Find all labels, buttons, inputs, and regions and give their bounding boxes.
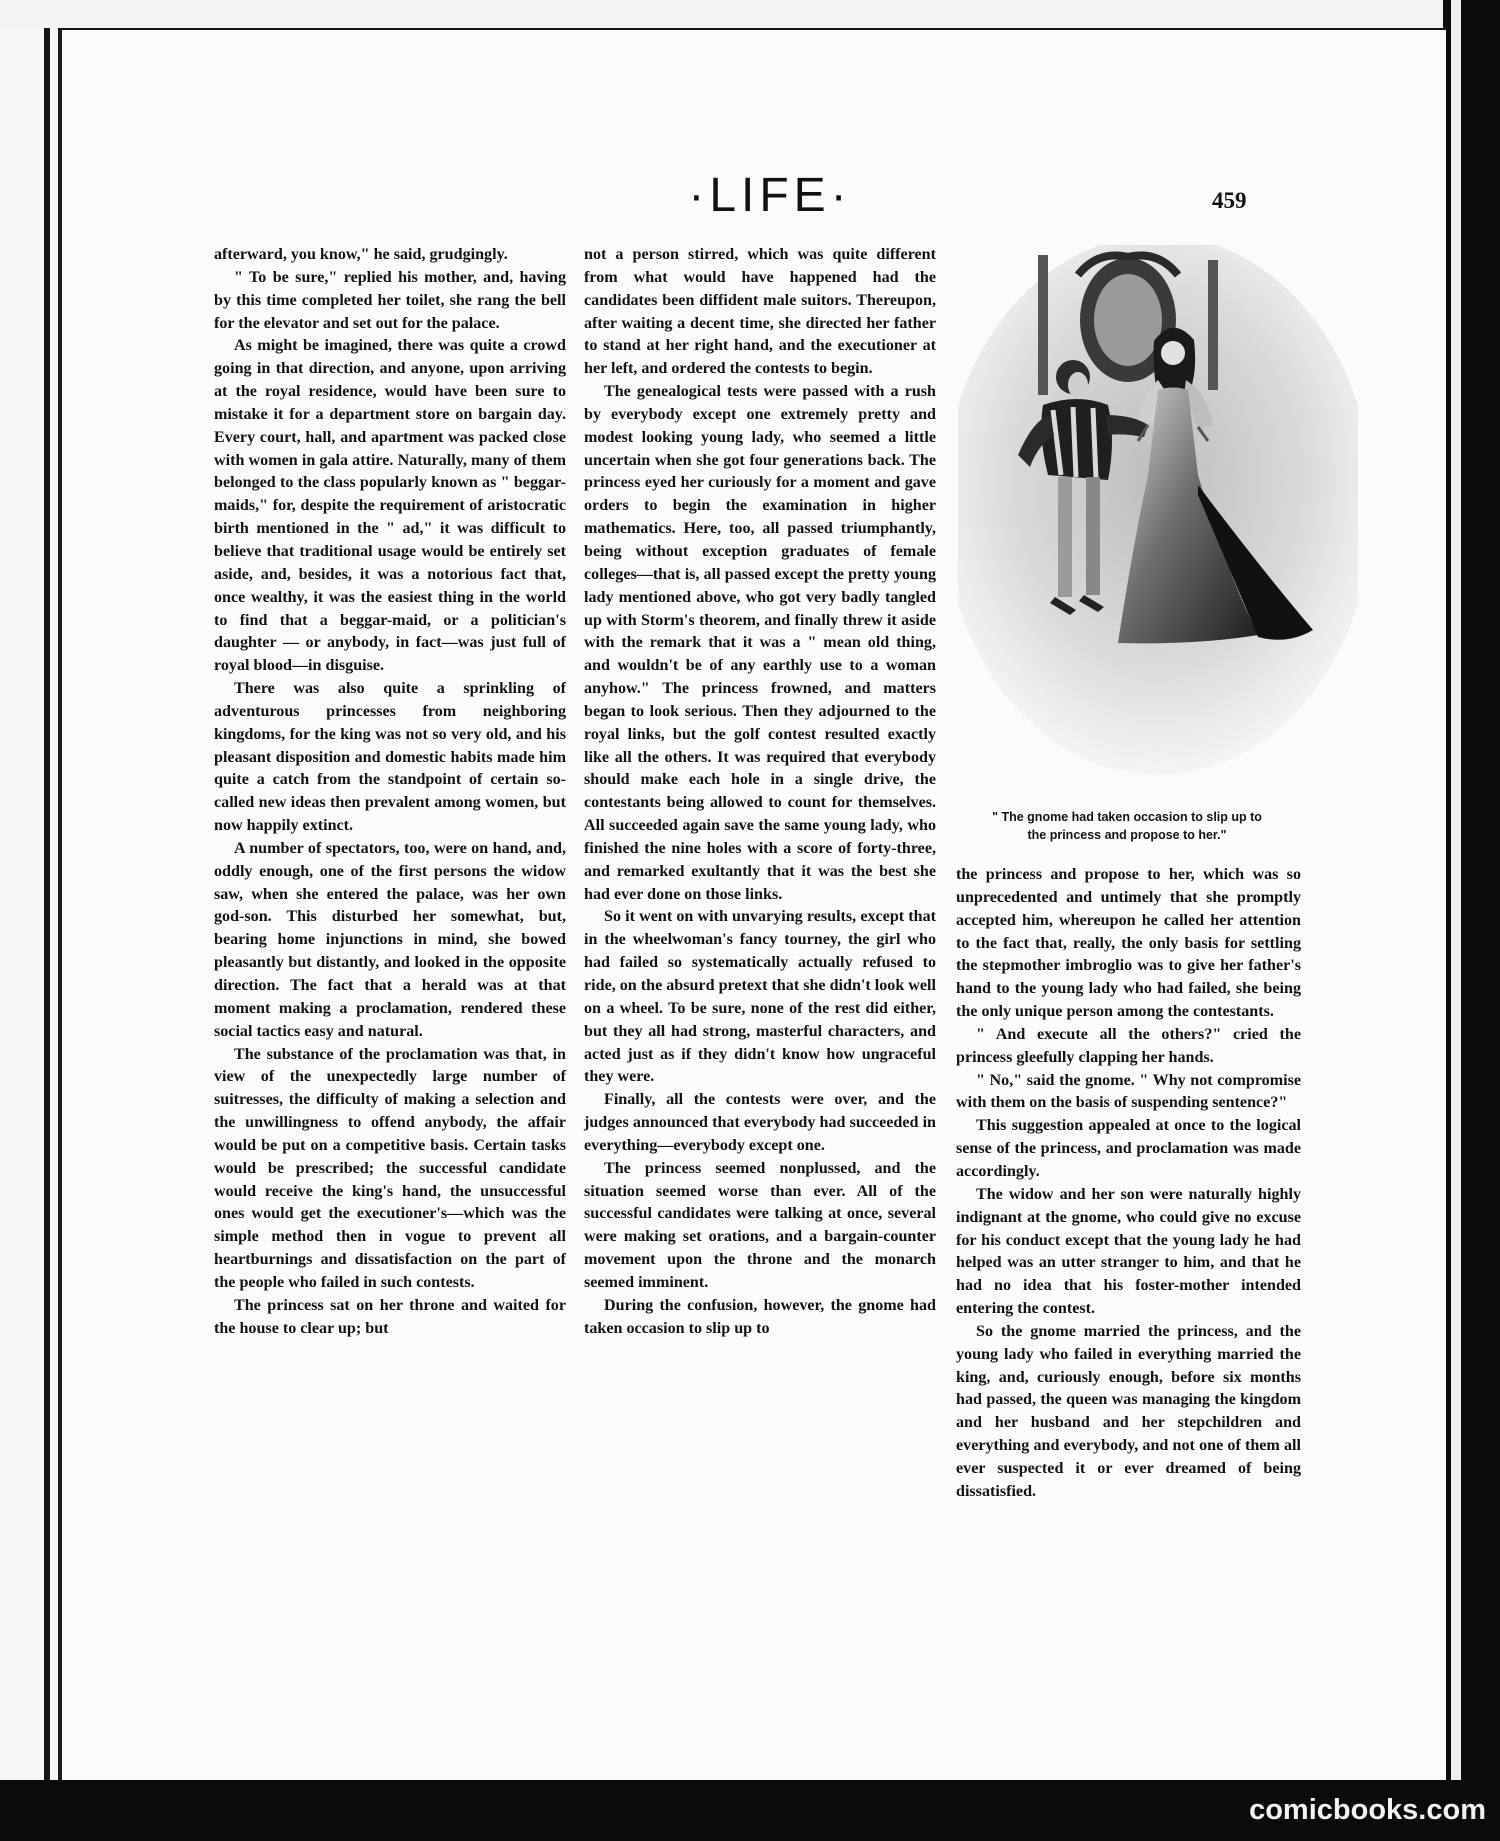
paragraph: the princess and propose to her, which was so unprecedented and untimely that she promptly accepted him, whereupon he called her attention to the fact that, really, the only basis for settling the stepmother imbroglio was to give her father's hand to the young lady who had failed, she being the only unique person among the contestants. (956, 866, 1301, 1021)
illustration-gnome-princess (958, 245, 1358, 775)
text-column-3 (956, 864, 1301, 1504)
site-watermark: comicbooks.com (1249, 1794, 1486, 1826)
illustration-caption (952, 808, 1302, 844)
page-number: 459 (1212, 188, 1247, 213)
paragraph: A number of spectators, too, were on hand, and, oddly enough, one of the first persons the widow saw, when she entered the palace, was her own god-son. This disturbed her somewhat, but, bearing home injunctions in mind, she bowed pleasantly but distantly, and looked in the opposite direction. The fact that a herald was at that moment making a proclamation, rendered these social tactics easy and natural. (214, 839, 566, 1040)
caption-line-1: " The gnome had taken occasion to slip up to (992, 810, 1262, 824)
paragraph: The genealogical tests were passed with a rush by everybody except one extremely pretty and modest looking young lady, who seemed a little uncertain when she got four generations back. The princess eyed her curiously for a moment and gave orders to begin the examination in higher mathematics. Here, too, all passed triumphantly, being without exception graduates of female colleges—that is, all passed except the pretty young lady mentioned above, who got very badly tangled up with Storm's theorem, and finally threw it aside with the remark that it was a " mean old thing, and wouldn't be of any earthly use to a woman anyhow." The princess frowned, and matters began to look serious. Then they adjourned to the royal links, but the golf contest resulted exactly like all the others. It was required that everybody should make each hole in a single drive, the contestants being allowed to count for themselves. All succeeded again save the same young lady, who finished the nine holes with a score of forty-three, and remarked exultantly that it was the best she had ever done on those links. (584, 383, 936, 903)
paragraph: Finally, all the contests were over, and the judges announced that everybody had succeeded in everything—everybody except one. (584, 1091, 936, 1154)
paragraph: The widow and her son were naturally highly indignant at the gnome, who could give no excuse for his conduct except that the young lady he had helped was an utter stranger to him, and that he had no idea that his foster-mother intended entering the contest. (956, 1185, 1301, 1318)
text-column-2 (584, 244, 936, 1341)
paragraph: As might be imagined, there was quite a crowd going in that direction, and anyone, upon arriving at the royal residence, would have been sure to mistake it for a department store on bargain day. Every court, hall, and apartment was packed close with women in gala attire. Naturally, many of them belonged to the class popularly known as " beggar-maids," for, despite the requirement of aristocratic birth mentioned in the " ad," it was difficult to believe that traditional usage would be entirely set aside, and, besides, it was a notorious fact that, once wealthy, it was the easiest thing in the world to find that a beggar-maid, or a politician's daughter — or anybody, in fact—was just full of royal blood—in disguise. (214, 337, 566, 675)
scan-top-edge (0, 0, 1500, 32)
paragraph: So the gnome married the princess, and the young lady who failed in everything married the king, and, curiously enough, before six months had passed, the queen was managing the kingdom and her husband and her stepchildren and everything and everybody, and not one of them all ever suspected it or ever dreamed of being dissatisfied. (956, 1322, 1301, 1500)
caption-line-2: the princess and propose to her." (1027, 828, 1227, 842)
paragraph: " No," said the gnome. " Why not compromise with them on the basis of suspending sentence?" (956, 1071, 1301, 1112)
scan-left-edge (0, 28, 58, 1780)
paragraph: The princess seemed nonplussed, and the situation seemed worse than ever. All of the successful candidates were talking at once, several were making set orations, and a bargain-counter movement upon the throne and the monarch seemed imminent. (584, 1159, 936, 1291)
scan-right-strip (1451, 0, 1461, 1841)
paragraph: " And execute all the others?" cried the princess gleefully clapping her hands. (956, 1025, 1301, 1066)
paragraph: This suggestion appealed at once to the logical sense of the princess, and proclamation was made accordingly. (956, 1117, 1301, 1180)
paragraph: " To be sure," replied his mother, and, having by this time completed her toilet, she rang the bell for the elevator and set out for the palace. (214, 268, 566, 332)
text-column-1 (214, 244, 566, 1341)
paragraph: There was also quite a sprinkling of adventurous princesses from neighboring kingdoms, for the king was not so very old, and his pleasant disposition and domestic habits made him quite a catch from the standpoint of certain so-called new ideas then prevalent among women, but now happily extinct. (214, 680, 566, 835)
paragraph: not a person stirred, which was quite different from what would have happened had the candidates been diffident male suitors. Thereupon, after waiting a decent time, she directed her father to stand at her right hand, and the executioner at her left, and ordered the contests to begin. (584, 246, 936, 378)
paragraph: During the confusion, however, the gnome had taken occasion to slip up to (584, 1296, 936, 1337)
paragraph: The substance of the proclamation was that, in view of the unexpectedly large number of suitresses, the difficulty of making a selection and the unwillingness to offend anybody, the affair would be put on a competitive basis. Certain tasks would be prescribed; the successful candidate would receive the king's hand, the unsuccessful ones would get the executioner's—which was the simple method then in vogue to prevent all heartburnings and dissatisfaction on the part of the people who failed in such contests. (214, 1045, 566, 1291)
paragraph: So it went on with unvarying results, except that in the wheelwoman's fancy tourney, the girl who had failed so systematically actually refused to ride, on the absurd pretext that she didn't look well on a wheel. To be sure, none of the rest did either, but they all had strong, masterful characters, and acted just as if they didn't know how ungraceful they were. (584, 908, 937, 1086)
paragraph: afterward, you know," he said, grudgingly. (214, 246, 508, 263)
paragraph: The princess sat on her throne and waited for the house to clear up; but (214, 1296, 566, 1337)
scan-right-edge (1443, 0, 1500, 1841)
page-binding-rule (44, 28, 50, 1780)
masthead-title: ·LIFE· (688, 169, 852, 222)
